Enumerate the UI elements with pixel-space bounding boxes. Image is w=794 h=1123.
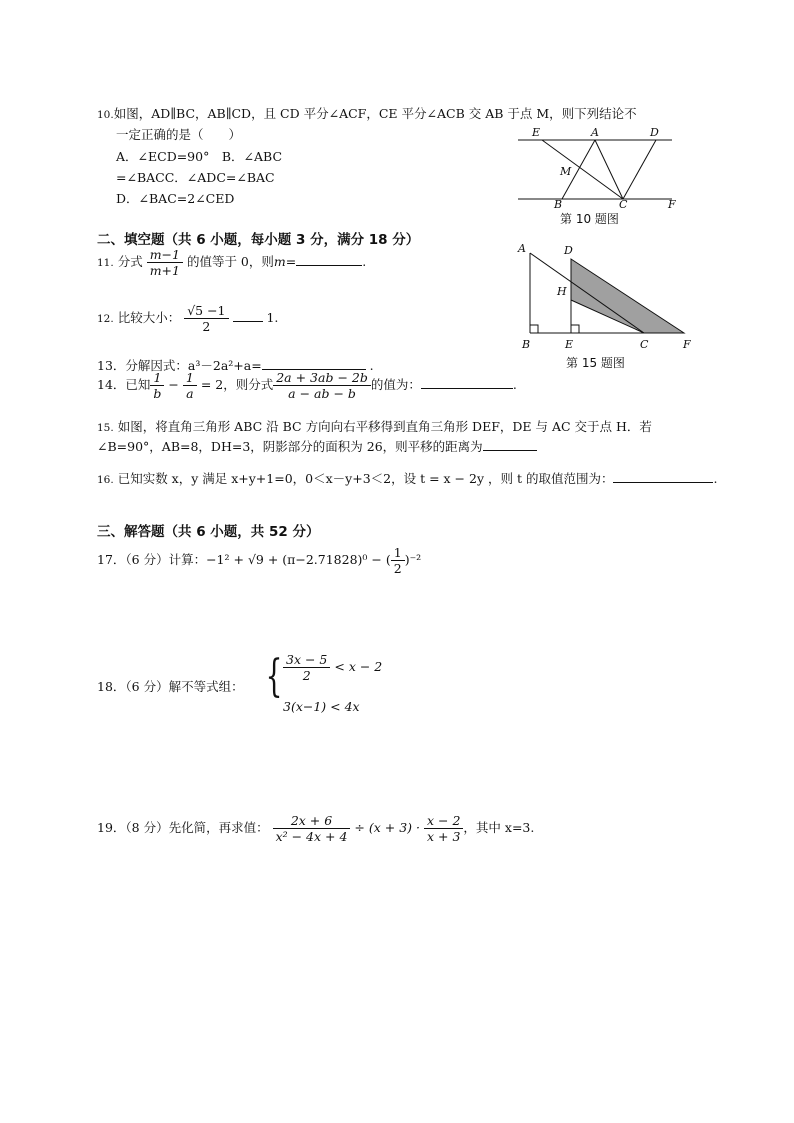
q10-stem-line1: 如图，AD∥BC，AB∥CD，且 CD 平分∠ACF，CE 平分∠ACB 交 AB 于点 M，则下列结论不 [113, 106, 637, 121]
q10-options-row1 [116, 147, 282, 165]
q18-brace: { [265, 651, 283, 702]
q10-number: 10. [97, 109, 114, 121]
q14-f1-numerator: 1 [150, 370, 164, 386]
q15-label-d: D [564, 244, 573, 257]
q10-figure [512, 124, 682, 212]
q19 [97, 813, 534, 844]
q10-figure-caption: 第 10 题图 [560, 212, 619, 226]
q14-equals: = 2，则分式 [200, 377, 274, 392]
q13-number: 13． [97, 358, 126, 373]
q10-option-c: C．∠ADC=∠BAC [164, 170, 275, 185]
q10-label-d: D [650, 126, 659, 139]
q11-prefix: 分式 [117, 254, 143, 269]
q10-label-m: M [560, 165, 572, 178]
q15-label-a: A [518, 242, 526, 255]
q14-f3-numerator: 2a + 3ab − 2b [273, 370, 371, 386]
q12-prefix: 比较大小： [117, 310, 181, 325]
q10-label-b: B [554, 198, 563, 211]
q10-line1 [97, 104, 637, 122]
q19-text: （8 分）先化简，再求值： [125, 820, 269, 835]
q13-text: 分解因式：a³－2a²+a= [125, 358, 262, 373]
q18-inequality-2: 3(x−1) < 4x [283, 699, 360, 714]
q15-figure [512, 238, 702, 356]
q17-end: )⁻² [404, 552, 422, 567]
q10-option-b: B．∠ABC [221, 149, 283, 164]
q15-label-b: B [522, 338, 531, 351]
q10-label-a: A [591, 126, 599, 139]
q18 [97, 677, 244, 695]
q17 [97, 545, 421, 576]
q14-number: 14． [97, 377, 126, 392]
q15-number: 15. [97, 422, 114, 434]
q10-label-e: E [532, 126, 541, 139]
q19-f1-denominator: x² − 4x + 4 [275, 829, 348, 844]
q15-label-f: F [683, 338, 691, 351]
q14-f2-denominator: a [186, 386, 194, 401]
q19-fraction-1 [273, 813, 351, 844]
q17-fraction [391, 545, 405, 576]
q14-f2-numerator: 1 [183, 370, 197, 386]
q17-denominator: 2 [393, 561, 402, 576]
section3-title: 三、解答题（共 6 小题，共 52 分） [97, 524, 320, 540]
q15-line1 [97, 417, 652, 435]
q17-numerator: 1 [391, 545, 405, 561]
q14: 14．已知 $\frac{1}{b}$ − $\frac{1}{a}$ = 2，则分式 $\frac{2a + 3ab - 2b}{a - ab - b}$ 的值为： . [97, 370, 517, 401]
q16-number: 16. [97, 474, 114, 486]
q13-end: . [369, 358, 374, 373]
q19-number: 19． [97, 820, 126, 835]
q15-answer-blank[interactable] [483, 437, 537, 451]
q19-f1-numerator: 2x + 6 [273, 813, 351, 829]
q14-minus: − [168, 377, 179, 392]
q16-text: 已知实数 x，y 满足 x+y+1=0，0＜x－y+3＜2，设 t = x − 2y ，则 t 的取值范围为： [117, 471, 614, 486]
q15-label-h: H [557, 285, 567, 298]
q19-fraction-2 [424, 813, 463, 844]
q12 [97, 303, 278, 334]
q15-stem-line2: ∠B=90°，AB=8，DH=3，阴影部分的面积为 26，则平移的距离为 [97, 439, 483, 454]
q14-f3-denominator: a − ab − b [288, 386, 356, 401]
q10-option-a: A．∠ECD=90° [116, 149, 210, 164]
q19-f2-numerator: x − 2 [424, 813, 463, 829]
q11-variable: m= [273, 254, 297, 269]
q11-answer-blank[interactable] [296, 252, 362, 266]
q12-denominator: 2 [202, 319, 211, 334]
q15-stem-line1: 如图，将直角三角形 ABC 沿 BC 方向向右平移得到直角三角形 DEF，DE 与 AC 交于点 H．若 [117, 419, 652, 434]
q19-end: ，其中 x=3. [463, 820, 535, 835]
q16: 16. 已知实数 x，y 满足 x+y+1=0，0＜x－y+3＜2，设 t = x − 2y ，则 t 的取值范围为： . [97, 471, 718, 486]
q19-f2-denominator: x + 3 [426, 829, 461, 844]
q15-label-c: C [640, 338, 649, 351]
q13-answer-blank[interactable] [262, 356, 366, 370]
q11-middle: 的值等于 0，则 [186, 254, 274, 269]
q19-middle: ÷ (x + 3) · [354, 820, 420, 835]
section2-title: 二、填空题（共 6 小题，每小题 3 分，满分 18 分） [97, 232, 420, 248]
q12-end: 1. [266, 310, 279, 325]
q18-ineq1-rhs: < x − 2 [334, 659, 383, 674]
q14-fraction-1 [150, 370, 164, 401]
q14-f1-denominator: b [153, 386, 162, 401]
q18-text: （6 分）解不等式组： [125, 679, 244, 694]
q12-number: 12. [97, 313, 114, 325]
q14-fraction-2 [183, 370, 197, 401]
q18-inequality-1 [283, 652, 382, 683]
q17-text: （6 分）计算：−1² + √9 + (π−2.71828)⁰ − ( [125, 552, 391, 567]
q10-stem-line2: 一定正确的是（ ） [116, 127, 242, 142]
q12-fraction [184, 303, 228, 334]
q11-number: 11. [97, 257, 114, 269]
q11 [97, 247, 366, 278]
q18-ineq1-fraction [283, 652, 330, 683]
q10-label-f: F [668, 198, 676, 211]
q14-end: 的值为： [370, 377, 421, 392]
q15-label-e: E [565, 338, 574, 351]
q11-numerator: m−1 [147, 247, 183, 263]
q12-answer-blank[interactable] [233, 308, 263, 322]
q10-options-row2 [116, 168, 275, 186]
q16-answer-blank[interactable] [613, 469, 713, 483]
q14-fraction-3 [273, 370, 371, 401]
q18-ineq1-numerator: 3x − 5 [283, 652, 330, 668]
q11-end: . [362, 254, 367, 269]
q17-number: 17． [97, 552, 126, 567]
q15-figure-caption: 第 15 题图 [566, 356, 625, 370]
q10-option-b-cont: =∠BAC [116, 170, 165, 185]
q15-line2 [97, 437, 537, 455]
q11-denominator: m+1 [149, 263, 180, 278]
q14-prefix: 已知 [125, 377, 151, 392]
q12-numerator: √5 −1 [184, 303, 228, 319]
q14-answer-blank[interactable] [421, 375, 513, 389]
q18-number: 18． [97, 679, 126, 694]
q18-ineq1-denominator: 2 [302, 668, 311, 683]
q11-fraction [147, 247, 183, 278]
q10-option-d: D．∠BAC=2∠CED [116, 191, 235, 206]
q10-label-c: C [619, 198, 628, 211]
